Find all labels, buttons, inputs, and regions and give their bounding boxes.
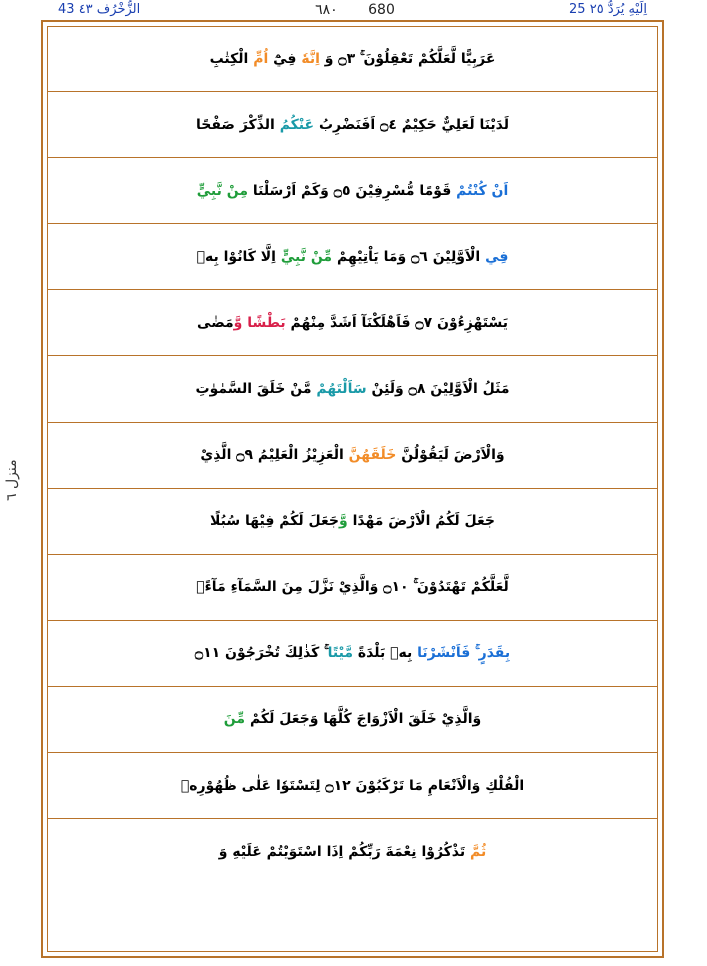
- verse-segment: يَسْتَهْزِءُوْنَ ۝٧ فَاَهْلَكْنَآ اَشَدَّ مِنْهُمْ: [285, 314, 508, 331]
- manzil-marker: منزل ٦: [4, 459, 20, 501]
- juz-name-header: 25 اِلَيْهِ يُرَدُّ ٢٥: [569, 2, 647, 17]
- verse-segment: مَّيْتًا: [327, 645, 354, 662]
- verse-segment: تَذْكُرُوْا نِعْمَةَ رَبِّكُمْ اِذَا اسْتَوَيْتُمْ عَلَيْهِ وَ: [218, 844, 471, 861]
- verse-segment: الْعَزِيْزُ الْعَلِيْمُ ۝٩ الَّذِيْ: [200, 447, 349, 464]
- verse-segment: الذِّكْرَ صَفْحًا: [195, 116, 280, 133]
- verse-line: [47, 423, 658, 489]
- verse-segment: فِي: [485, 248, 509, 265]
- verse-segment: اُمِّ: [253, 50, 269, 67]
- verse-line: [47, 621, 658, 687]
- surah-name-header: 43 الزُّخْرُف ٤٣: [58, 2, 141, 17]
- verse-segment: جَعَلَ لَكُمْ فِيْهَا سُبُلًا: [210, 513, 339, 530]
- verse-segment: مَّنْ خَلَقَ السَّمٰوٰتِ: [195, 381, 317, 398]
- verse-segment: اِلَّا كَانُوْا بِهٖ: [196, 248, 281, 265]
- verse-line: [47, 158, 658, 224]
- verse-line: [47, 26, 658, 92]
- page-number-latin: 680: [368, 2, 395, 18]
- verse-segment: وَالَّذِيْ خَلَقَ الْاَزْوَاجَ كُلَّهَا وَجَعَلَ لَكُمْ: [245, 711, 482, 728]
- verse-line: [47, 356, 658, 422]
- quran-text-block: [47, 26, 658, 885]
- verse-segment: عَرَبِيًّا لَّعَلَّكُمْ تَعْقِلُوْنَ ۚ ۝٣ وَ: [319, 50, 496, 67]
- verse-line: [47, 753, 658, 819]
- verse-segment: الْكِتٰبِ: [209, 50, 254, 67]
- verse-line: [47, 92, 658, 158]
- verse-line: [47, 489, 658, 555]
- verse-segment: فِيْٓ: [268, 50, 302, 67]
- verse-segment: مَضٰى: [197, 314, 234, 331]
- verse-segment: جَعَلَ لَكُمُ الْاَرْضَ مَهْدًا: [347, 513, 495, 530]
- verse-segment: سَاَلْتَهُمْ: [316, 381, 367, 398]
- verse-segment: الْاَوَّلِيْنَ ۝٦ وَمَا يَاْتِيْهِمْ: [332, 248, 486, 265]
- verse-segment: مِّنَ: [223, 711, 246, 728]
- verse-segment: بِهٖ بَلْدَةً: [353, 645, 418, 662]
- verse-segment: لَدَيْنَا لَعَلِيٌّ حَكِيْمٌ ۝٤ اَفَنَضْرِبُ: [314, 116, 510, 133]
- verse-segment: ثُمَّ: [470, 844, 487, 861]
- verse-segment: مِّنْ نَّبِيٍّ: [280, 248, 333, 265]
- verse-segment: وَّ: [339, 513, 348, 530]
- verse-line: [47, 555, 658, 621]
- verse-segment: مَثَلُ الْاَوَّلِيْنَ ۝٨ وَلَئِنْ: [366, 381, 510, 398]
- verse-segment: مِنْ نَّبِيٍّ: [196, 182, 248, 199]
- verse-segment: لَّعَلَّكُمْ تَهْتَدُوْنَ ۚ ۝١٠ وَالَّذِيْ نَزَّلَ مِنَ السَّمَآءِ مَآءًۢ: [196, 579, 509, 596]
- verse-segment: اِنَّهٗ: [301, 50, 320, 67]
- verse-segment: الْفُلْكِ وَالْاَنْعَامِ مَا تَرْكَبُوْنَ ۝١٢ لِتَسْتَوٗا عَلٰى ظُهُوْرِهٖ: [180, 777, 525, 794]
- verse-segment: عَنْكُمُ: [279, 116, 315, 133]
- verse-line: [47, 687, 658, 753]
- verse-segment: خَلَقَهُنَّ: [348, 447, 397, 464]
- verse-line: [47, 290, 658, 356]
- verse-segment: بَطْشًا وَّ: [233, 314, 286, 331]
- verse-line: [47, 224, 658, 290]
- verse-segment: بِقَدَرٍ ۚ فَاَنْشَرْنَا: [417, 645, 511, 662]
- verse-segment: وَالْاَرْضَ لَيَقُوْلُنَّ: [396, 447, 505, 464]
- page-number: [300, 2, 410, 18]
- page-number-arabic: ٦٨٠: [315, 2, 338, 18]
- verse-segment: قَوْمًا مُّسْرِفِيْنَ ۝٥ وَكَمْ اَرْسَلْنَا: [248, 182, 457, 199]
- verse-segment: اَنْ كُنْتُمْ: [456, 182, 509, 199]
- verse-line: [47, 819, 658, 885]
- verse-segment: ۚ كَذٰلِكَ تُخْرَجُوْنَ ۝١١: [194, 645, 328, 662]
